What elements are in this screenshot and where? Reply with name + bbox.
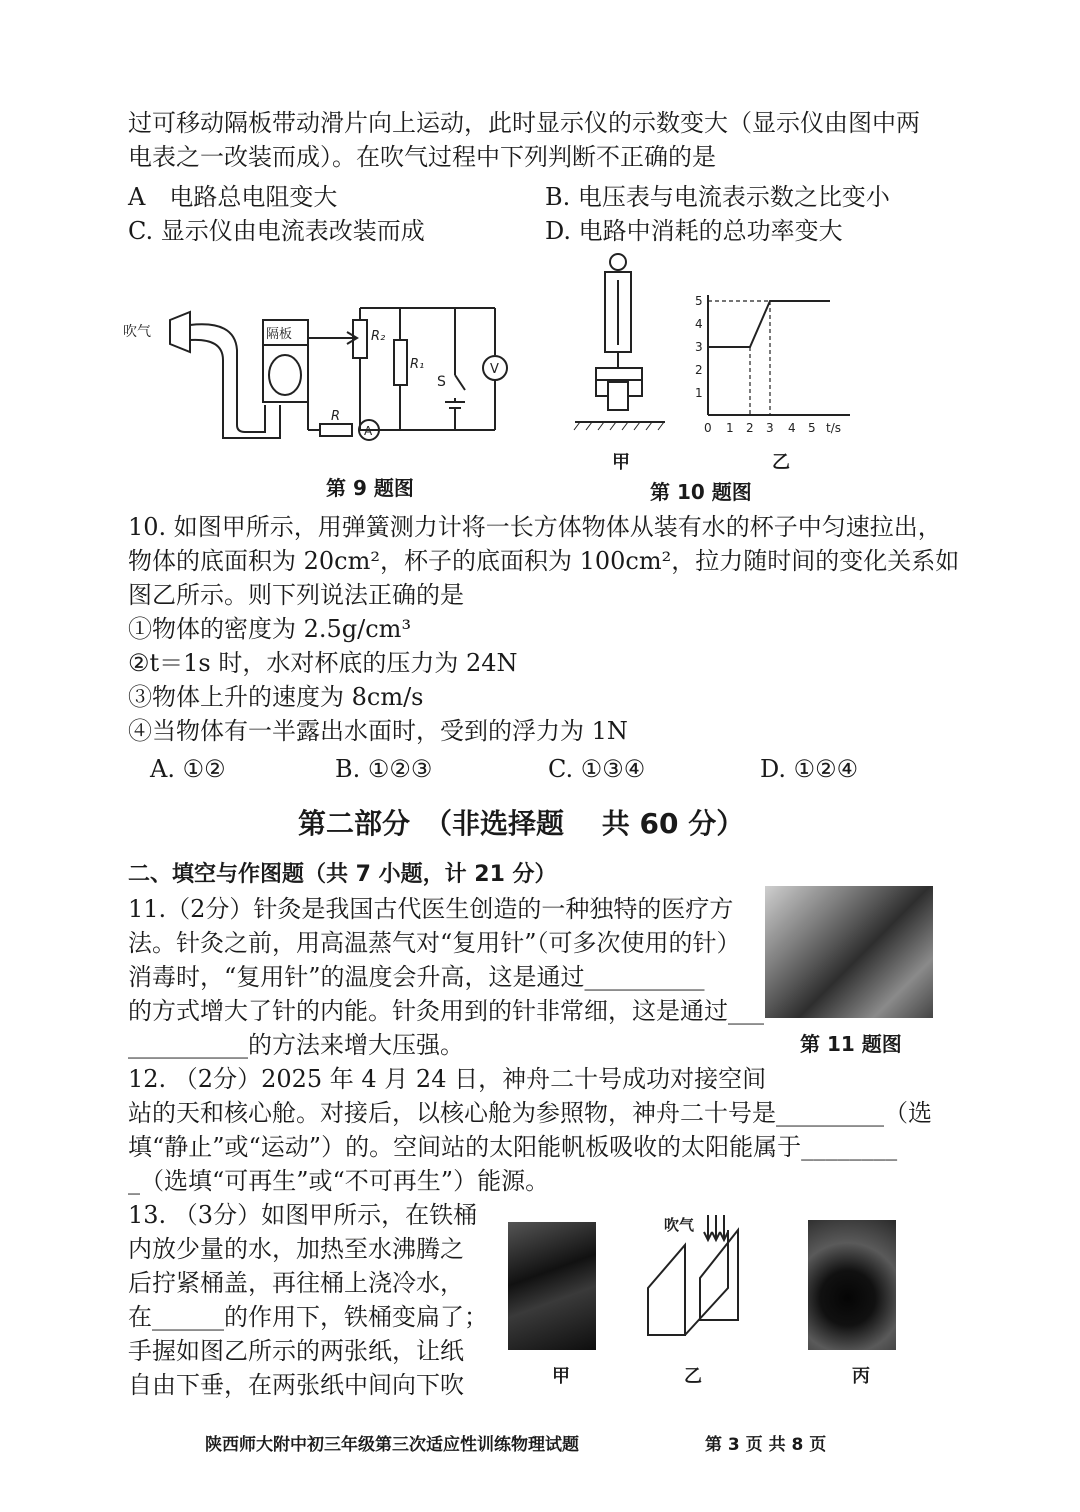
q9-option-c: C. 显示仪由电流表改装而成	[128, 217, 425, 245]
q13-label-yi: 乙	[684, 1366, 702, 1387]
paper-right	[700, 1230, 738, 1320]
label-blow: 吹气	[123, 324, 151, 340]
switch-s	[455, 375, 465, 390]
label-v: V	[490, 362, 499, 377]
part2-title: 第二部分 （非选择题 共 60 分）	[298, 807, 745, 840]
balloon	[269, 355, 301, 395]
q10-option-a: A. ①②	[150, 755, 226, 783]
q13-line-4: 在______的作用下，铁桶变扁了；	[128, 1303, 488, 1331]
x-tick-3: 3	[766, 421, 774, 435]
q10-statement-4: ④当物体有一半露出水面时，受到的浮力为 1N	[128, 717, 628, 745]
block	[608, 382, 628, 410]
label-a: A	[364, 424, 373, 438]
y-tick-1: 1	[695, 386, 703, 400]
q10-label-jia: 甲	[612, 452, 630, 473]
q10-stem-line-1: 10. 如图甲所示，用弹簧测力计将一长方体物体从装有水的杯子中匀速拉出，	[128, 513, 942, 541]
q12-line-4: _（选填“可再生”或“不可再生”）能源。	[128, 1167, 550, 1195]
force-line	[708, 301, 830, 347]
section-heading: 二、填空与作图题（共 7 小题，计 21 分）	[128, 862, 557, 887]
x-axis-unit: t/s	[826, 421, 841, 435]
x-tick-5: 5	[808, 421, 816, 435]
x-tick-0: 0	[704, 421, 712, 435]
q13-label-jia: 甲	[552, 1366, 570, 1387]
q10-statement-1: ①物体的密度为 2.5g/cm³	[128, 615, 412, 643]
q11-line-1: 11.（2分）针灸是我国古代医生创造的一种独特的医疗方	[128, 895, 734, 923]
q10-label-yi: 乙	[772, 452, 790, 473]
q10-caption: 第 10 题图	[650, 480, 752, 504]
footer-page: 第 3 页 共 8 页	[705, 1435, 827, 1455]
q13-line-3: 后拧紧桶盖，再往桶上浇冷水，	[128, 1269, 464, 1297]
label-r1: R₁	[410, 357, 425, 372]
q9-circuit-figure	[115, 290, 515, 450]
blow-nozzle	[170, 312, 190, 352]
y-tick-3: 3	[695, 340, 703, 354]
resistor-r1	[394, 340, 407, 385]
footer-title: 陕西师大附中初三年级第三次适应性训练物理试题	[205, 1435, 579, 1455]
q10-statement-3: ③物体上升的速度为 8cm/s	[128, 683, 424, 711]
q10-spring-figure	[570, 250, 690, 440]
crushed-bucket-photo	[508, 1222, 596, 1350]
q11-line-3: 消毒时，“复用针”的温度会升高，这是通过__________	[128, 963, 705, 991]
q10-force-time-graph	[690, 290, 860, 440]
q13-line-6: 自由下垂，在两张纸中间向下吹	[128, 1371, 464, 1399]
q10-stem-line-2: 物体的底面积为 20cm²，杯子的底面积为 100cm²，拉力随时间的变化关系如	[128, 547, 960, 575]
q12-line-2: 站的天和核心舱。对接后，以核心舱为参照物，神舟二十号是_________（选	[128, 1099, 932, 1127]
q13-label-bing: 丙	[852, 1366, 870, 1387]
label-r2: R₂	[371, 329, 386, 344]
x-tick-2: 2	[746, 421, 754, 435]
x-tick-4: 4	[788, 421, 796, 435]
y-tick-5: 5	[695, 294, 703, 308]
q10-option-b: B. ①②③	[335, 755, 433, 783]
label-r: R	[331, 409, 341, 424]
label-partition: 隔板	[266, 327, 293, 342]
q12-line-3: 填“静止”或“运动”）的。空间站的太阳能帆板吸收的太阳能属于________	[128, 1133, 898, 1161]
q11-line-5: __________的方法来增大压强。	[128, 1031, 464, 1059]
label-s: S	[437, 374, 446, 390]
q11-caption: 第 11 题图	[800, 1032, 902, 1056]
q11-line-2: 法。针灸之前，用高温蒸气对“复用针”（可多次使用的针）	[128, 929, 741, 957]
q13-line-2: 内放少量的水，加热至水沸腾之	[128, 1235, 464, 1263]
two-papers-figure	[640, 1210, 750, 1350]
q11-line-4: 的方式增大了针的内能。针灸用到的针非常细，这是通过___	[128, 997, 764, 1025]
q13-line-1: 13. （3分）如图甲所示，在铁桶	[128, 1201, 478, 1229]
q9-stem-line-2: 电表之一改装而成）。在吹气过程中下列判断不正确的是	[128, 143, 716, 171]
q10-statement-2: ②t＝1s 时，水对杯底的压力为 24N	[128, 649, 518, 677]
x-tick-1: 1	[726, 421, 734, 435]
bottle-photo	[808, 1220, 896, 1350]
q10-option-c: C. ①③④	[548, 755, 646, 783]
q12-line-1: 12. （2分）2025 年 4 月 24 日，神舟二十号成功对接空间	[128, 1065, 767, 1093]
q10-option-d: D. ①②④	[760, 755, 859, 783]
q9-option-d: D. 电路中消耗的总功率变大	[545, 217, 843, 245]
q9-caption: 第 9 题图	[326, 476, 414, 500]
acupuncture-photo	[765, 886, 933, 1018]
q10-stem-line-3: 图乙所示。则下列说法正确的是	[128, 581, 464, 609]
label-blow-13: 吹气	[664, 1216, 695, 1234]
resistor-r	[320, 424, 352, 436]
q9-stem-line-1: 过可移动隔板带动滑片向上运动，此时显示仪的示数变大（显示仪由图中两	[128, 109, 920, 137]
q9-option-b: B. 电压表与电流表示数之比变小	[545, 183, 890, 211]
q9-option-a: A 电路总电阻变大	[128, 183, 338, 211]
y-tick-2: 2	[695, 363, 703, 377]
q13-line-5: 手握如图乙所示的两张纸，让纸	[128, 1337, 464, 1365]
y-tick-4: 4	[695, 317, 703, 331]
paper-left	[648, 1245, 685, 1335]
